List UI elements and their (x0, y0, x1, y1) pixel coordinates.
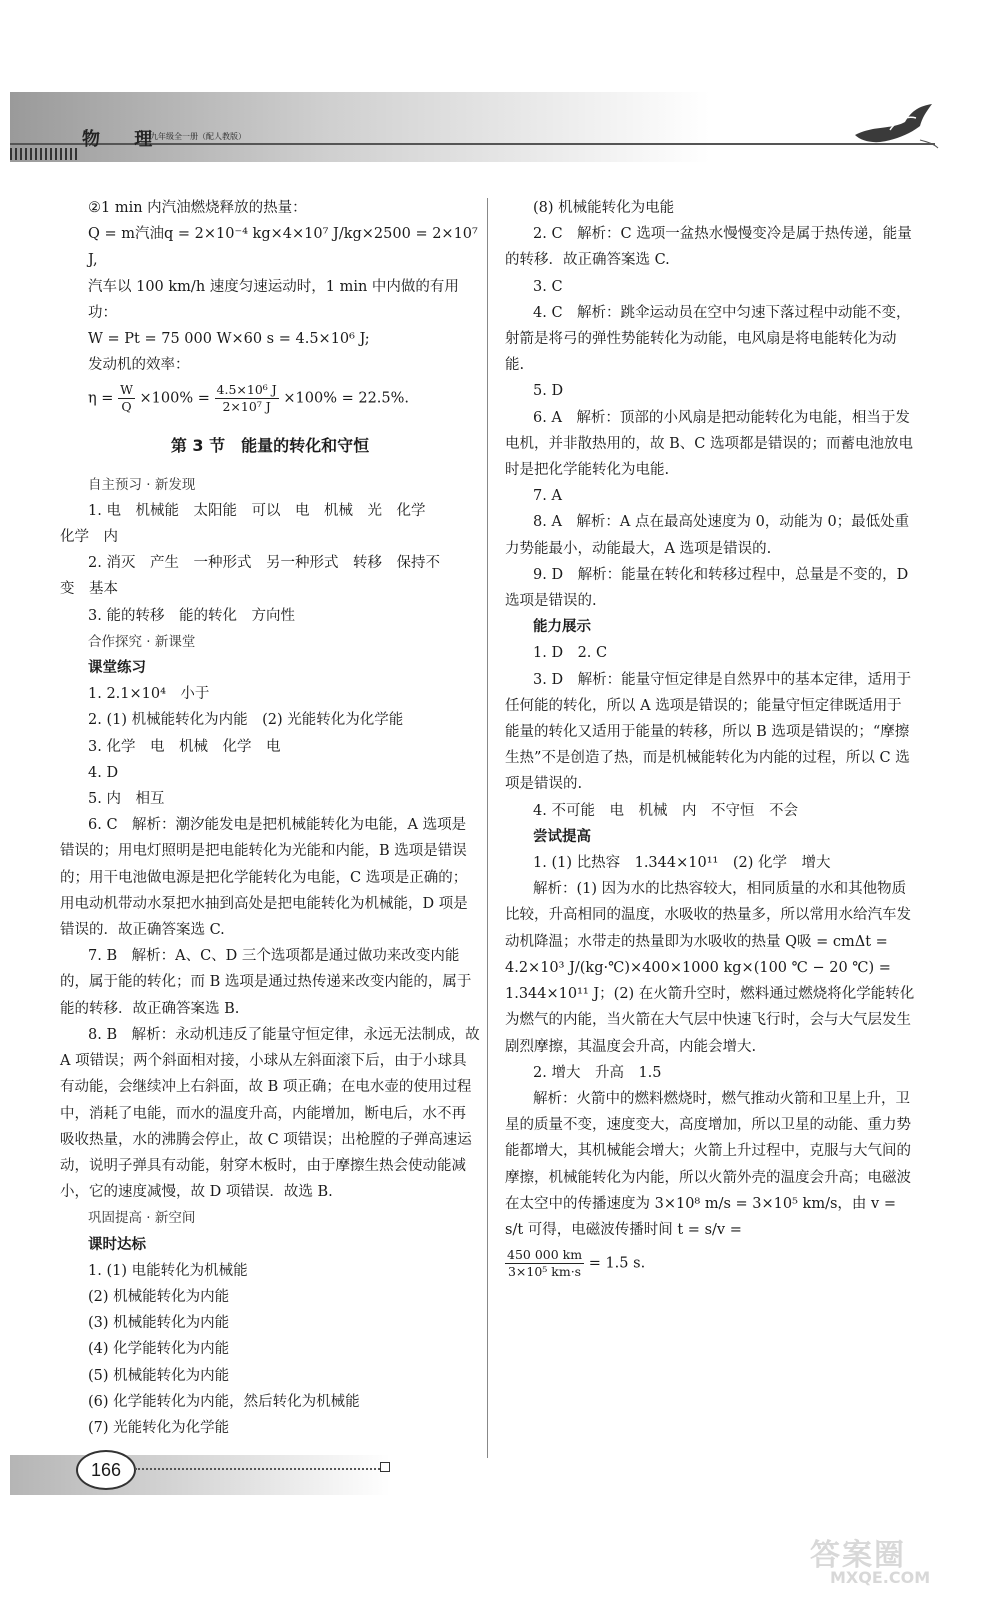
answer-paragraph: 8. A 解析：A 点在最高处速度为 0，动能为 0；最低处重力势能最小，动能最大，A 选项是错误的. (505, 514, 910, 557)
answer-line: 3. 化学 电 机械 化学 电 (88, 738, 281, 755)
footer-band (10, 1455, 390, 1495)
heading: 课时达标 (88, 1236, 146, 1253)
fraction-denominator: Q (121, 399, 132, 415)
subsection-label: 巩固提高 · 新空间 (88, 1210, 196, 1227)
subject-title: 物 理 (82, 129, 167, 150)
answer-paragraph: 6. C 解析：潮汐能发电是把机械能转化为电能，A 选项是错误的；用电灯照明是把电能转化为光能和内能，B 选项是错误的；用干电池做电源是把化学能转化为电能，C 选项是正确的；用电动机带动水泵把水抽到高处是把电能转化为机械能，D 项是错误的．故正确答案选 C. (60, 817, 468, 939)
answer-line: 化学 内 (60, 529, 118, 546)
answer-line: 5. D (533, 383, 564, 400)
answer-paragraph: 2. C 解析：C 选项一盆热水慢慢变冷是属于热传递，能量的转移．故正确答案选 C. (505, 226, 912, 269)
answer-line: 4. 不可能 电 机械 内 不守恒 不会 (533, 802, 798, 819)
answer-line: (8) 机械能转化为电能 (533, 200, 675, 216)
answer-line: (2) 机械能转化为内能 (88, 1288, 230, 1305)
answer-paragraph: 8. B 解析：永动机违反了能量守恒定律，永远无法制成，故 A 项错误；两个斜面相对接，小球从左斜面滚下后，由于小球具有动能，会继续冲上右斜面，故 B 项正确；在电水壶的使用过程中，消耗了电能，而水的温度升高，内能增加，断电后，水不再吸收热量，水的沸腾会停止，故 C 项错误；出枪膛的子弹高速运动，说明子弹具有动能，射穿木板时，由于摩擦生热会使动能减小，它的速度减慢，故 D 项错误．故选 B. (60, 1026, 480, 1201)
heading: 尝试提高 (533, 828, 591, 845)
page-header (0, 0, 1000, 175)
watermark-logo: 答案圈 (810, 1538, 906, 1573)
answer-paragraph: 解析：(1) 因为水的比热容较大，相同质量的水和其他物质比较，升高相同的温度，水吸收的热量多，所以常用水给汽车发动机降温；水带走的热量即为水吸收的热量 Q吸 = cmΔt = 4.2×10³ J/(kg·℃)×400×1000 kg×(100 ℃ − 20 ℃) = 1.344×10¹¹ J；(2) 在火箭升空时，燃料通过燃烧将化学能转化为燃气的内能，当火箭在大气层中快速飞行时，会与大气层发生剧烈摩擦，其温度会升高，内能会增大. (505, 881, 915, 1055)
answer-line: 2. (1) 机械能转化为内能 (2) 光能转化为化学能 (88, 712, 404, 729)
eta-suffix: ×100% = 22.5%. (283, 390, 410, 407)
section-title: 第 3 节 能量的转化和守恒 (170, 436, 370, 456)
answer-line: 7. A (533, 488, 562, 505)
fraction-time (505, 1247, 584, 1280)
left-column (60, 195, 480, 1441)
footer-square-icon (380, 1462, 390, 1472)
answer-paragraph: 3. D 解析：能量守恒定律是自然界中的基本定律，适用于任何能的转化，所以 A 选项是错误的；能量守恒定律既适用于能量的转化又适用于能量的转移，所以 B 选项是错误的；“摩擦生热”不是创造了热，而是机械能转化为内能的过程，所以 C 选项是错误的. (505, 671, 912, 793)
answer-line: 1. 电 机械能 太阳能 可以 电 机械 光 化学 (88, 502, 426, 519)
fraction-numerator: 4.5×10⁶ J (216, 382, 277, 398)
footer-dotted-rule (135, 1468, 380, 1470)
subsection-label: 自主预习 · 新发现 (88, 476, 196, 493)
text-line: ②1 min 内汽油燃烧释放的热量： (88, 200, 307, 216)
grade-label: 九年级全一册（配人教版） (150, 132, 246, 141)
answer-line: (3) 机械能转化为内能 (88, 1315, 230, 1332)
result-suffix: = 1.5 s. (588, 1255, 646, 1272)
eta-mid: ×100% = (139, 390, 215, 407)
heading: 能力展示 (533, 619, 591, 636)
watermark-url: MXQE.COM (830, 1568, 931, 1587)
bird-logo-icon (850, 100, 940, 150)
answer-paragraph: 4. C 解析：跳伞运动员在空中匀速下落过程中动能不变，射箭是将弓的弹性势能转化为动能，电风扇是将电能转化为动能. (505, 304, 911, 374)
answer-line: 2. 增大 升高 1.5 (533, 1064, 662, 1081)
answer-paragraph: 7. B 解析：A、C、D 三个选项都是通过做功来改变内能的，属于能的转化；而 B 选项是通过热传递来改变内能的，属于能的转移．故正确答案选 B. (60, 948, 472, 1017)
answer-paragraph: 解析：火箭中的燃料燃烧时，燃气推动火箭和卫星上升，卫星的质量不变，速度变大，高度增加，所以卫星的动能、重力势能都增大，其机械能会增大；火箭上升过程中，克服与大气间的摩擦，机械能转化为内能，所以火箭外壳的温度会升高；电磁波在太空中的传播速度为 3×10⁸ m/s = 3×10⁵ km/s，由 v = s/t 可得，电磁波传播时间 t = s/v = (505, 1090, 911, 1238)
subsection-label: 合作探究 · 新课堂 (88, 633, 196, 650)
answer-line: (7) 光能转化为化学能 (88, 1419, 230, 1436)
answer-line: 3. 能的转移 能的转化 方向性 (88, 607, 295, 624)
fraction-numerator: W (120, 382, 133, 398)
answer-line: (6) 化学能转化为内能，然后转化为机械能 (88, 1393, 360, 1410)
header-ticks (10, 148, 80, 160)
formula-line: W = Pt = 75 000 W×60 s = 4.5×10⁶ J; (88, 331, 370, 348)
answer-line: 变 基本 (60, 581, 118, 598)
answer-line: 1. (1) 电能转化为机械能 (88, 1262, 248, 1279)
answer-line: 3. C (533, 278, 563, 295)
answer-line: 1. D 2. C (533, 645, 608, 662)
right-column (505, 195, 915, 1280)
answer-line: 2. 消灭 产生 一种形式 另一种形式 转移 保持不 (88, 555, 440, 572)
text-line: 发动机的效率： (88, 357, 190, 374)
answer-line: (4) 化学能转化为内能 (88, 1341, 230, 1358)
answer-paragraph: 9. D 解析：能量在转化和转移过程中，总量是不变的，D 选项是错误的. (505, 566, 909, 610)
formula-line: Q = m汽油q = 2×10⁻⁴ kg×4×10⁷ J/kg×2500 = 2×10⁷ J, (88, 226, 478, 269)
page-number: 166 (76, 1450, 136, 1490)
column-divider (487, 198, 488, 1458)
fraction-w-q (118, 382, 135, 415)
answer-line: 5. 内 相互 (88, 791, 165, 808)
text-line: 汽车以 100 km/h 速度匀速运动时，1 min 中内做的有用功： (88, 278, 459, 321)
fraction-denominator: 2×10⁷ J (222, 399, 271, 415)
fraction-values (215, 382, 279, 415)
answer-line: 1. (1) 比热容 1.344×10¹¹ (2) 化学 增大 (533, 855, 831, 872)
fraction-denominator: 3×10⁵ km·s (507, 1264, 582, 1280)
fraction-numerator: 450 000 km (507, 1247, 583, 1263)
answer-line: 4. D (88, 764, 119, 781)
answer-paragraph: 6. A 解析：顶部的小风扇是把动能转化为电能，相当于发电机，并非散热用的，故 B、C 选项都是错误的；而蓄电池放电时是把化学能转化为电能. (505, 409, 913, 479)
result-formula (505, 1247, 915, 1280)
answer-line: (5) 机械能转化为内能 (88, 1367, 230, 1384)
efficiency-formula (60, 382, 480, 415)
answer-line: 1. 2.1×10⁴ 小于 (88, 686, 210, 703)
eta-prefix: η = (88, 390, 119, 407)
heading: 课堂练习 (88, 660, 146, 677)
